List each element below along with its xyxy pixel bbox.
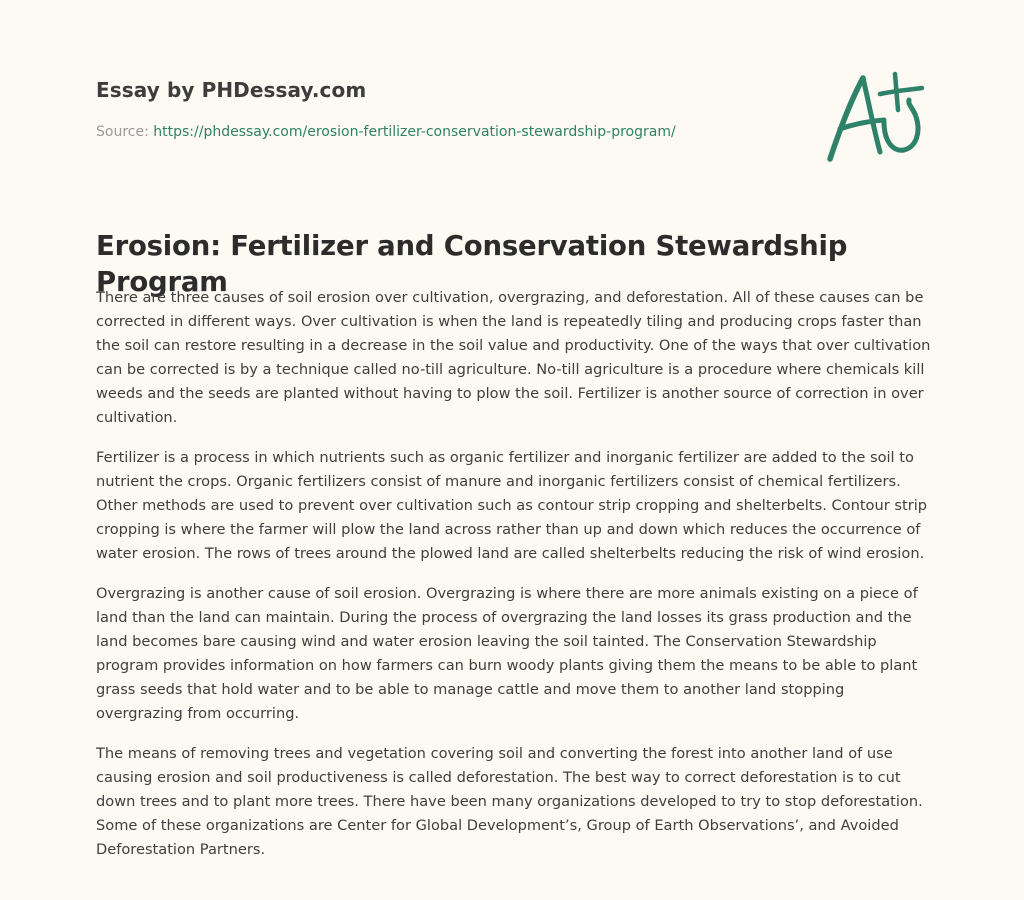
a-plus-grade-icon: [818, 64, 928, 168]
essay-paragraph-1: There are three causes of soil erosion over cultivation, overgrazing, and deforestation. All of these causes can be corrected in different ways. Over cultivation is when the land is repeatedly tiling and producing crops faster than the soil can restore resulting in a decrease in the soil value and productivity. One of the ways that over cultivation can be corrected is by a technique called no-till agriculture. No-till agriculture is a procedure where chemicals kill weeds and the seeds are planted without having to plow the soil. Fertilizer is another source of correction in over cultivation.: [96, 289, 931, 426]
source-line: [96, 122, 796, 142]
essay-paragraph-4: The means of removing trees and vegetation covering soil and converting the forest into another land of use causing erosion and soil productiveness is called deforestation. The best way to correct deforestation is to cut down trees and to plant more trees. There have been many organizations developed to try to stop deforestation. Some of these organizations are Center for Global Development’s, Group of Earth Observations’, and Avoided Deforestation Partners.: [96, 745, 923, 858]
essay-paragraph-3: Overgrazing is another cause of soil erosion. Overgrazing is where there are more animals existing on a piece of land than the land can maintain. During the process of overgrazing the land losses its grass production and the land becomes bare causing wind and water erosion leaving the soil tainted. The Conservation Stewardship program provides information on how farmers can burn woody plants giving them the means to be able to plant grass seeds that hold water and to be able to manage cattle and move them to another land stopping overgrazing from occurring.: [96, 585, 918, 722]
page-header: [96, 76, 796, 142]
essay-paragraph-2: Fertilizer is a process in which nutrients such as organic fertilizer and inorganic fertilizer are added to the soil to nutrient the crops. Organic fertilizers consist of manure and inorganic fertilizers consist of chemical fertilizers. Other methods are used to prevent over cultivation such as contour strip cropping and shelterbelts. Contour strip cropping is where the farmer will plow the land across rather than up and down which reduces the occurrence of water erosion. The rows of trees around the plowed land are called shelterbelts reducing the risk of wind erosion.: [96, 449, 928, 562]
source-label: Source:: [96, 124, 149, 140]
source-link[interactable]: https://phdessay.com/erosion-fertilizer-conservation-stewardship-program/: [153, 124, 676, 140]
site-title: Essay by PHDessay.com: [96, 78, 367, 102]
essay-body: [96, 286, 934, 878]
essay-title: Erosion: Fertilizer and Conservation Stewardship Program: [96, 230, 848, 298]
